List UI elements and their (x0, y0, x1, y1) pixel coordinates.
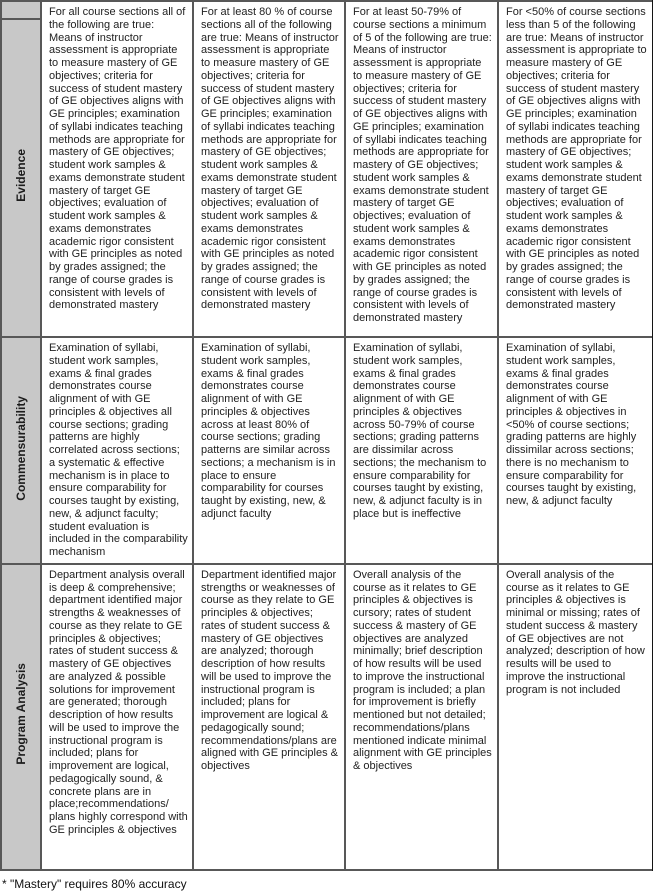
corner-cell (1, 1, 41, 19)
rubric-cell-evidence-1: For all course sections all of the following are true: Means of instructor assessment is appropriate to measure mastery of GE objectives; criteria for success of student mastery of GE objectives aligns with GE principles; examination of syllabi indicates teaching methods are appropriate for mastery of GE objectives; student work samples & exams demonstrate student mastery of target GE objectives; evaluation of student work samples & exams demonstrates academic rigor consistent with GE principles as noted by grades assigned; the range of course grades is consistent with levels of demonstrated mastery (41, 1, 193, 337)
row-header-program-analysis-label: Program Analysis (14, 663, 28, 766)
rubric-cell-evidence-3: For at least 50-79% of course sections a minimum of 5 of the following are true: Means of instructor assessment is appropriate to measure mastery of GE objectives; criteria for success of student mastery of GE objectives aligns with GE principles; examination of syllabi indicates teaching methods are appropriate for mastery of GE objectives; student work samples & exams demonstrate student mastery of target GE objectives; evaluation of student work samples & exams demonstrates academic rigor consistent with GE principles as noted by grades assigned; the range of course grades is consistent with levels of demonstrated mastery (345, 1, 498, 337)
row-header-evidence-label: Evidence (14, 149, 28, 202)
rubric-cell-evidence-4: For <50% of course sections less than 5 of the following are true: Means of instructor assessment is appropriate to measure mastery of GE objectives; criteria for success of student mastery of GE objectives aligns with GE principles; examination of syllabi indicates teaching methods are appropriate for mastery of GE objectives; student work samples & exams demonstrate student mastery of target GE objectives; evaluation of student work samples & exams demonstrates academic rigor consistent with GE principles as noted by grades assigned; the range of course grades is consistent with levels of demonstrated mastery (498, 1, 653, 337)
rubric-cell-commensurability-1: Examination of syllabi, student work samples, exams & final grades demonstrates course alignment of with GE principles & objectives all course sections; grading patterns are highly correlated across sections; a systematic & effective mechanism is in place to ensure comparability for courses taught by existing, new, & adjunct faculty; student evaluation is included in the comparability mechanism (41, 337, 193, 564)
rubric-row-evidence (1, 1, 653, 19)
row-header-commensurability (1, 337, 41, 564)
footnote: * "Mastery" requires 80% accuracy (2, 876, 187, 891)
rubric-cell-commensurability-3: Examination of syllabi, student work samples, exams & final grades demonstrates course alignment of with GE principles & objectives across 50-79% of course sections; grading patterns are dissimilar across sections; the mechanism to ensure comparability for courses taught by existing, new, & adjunct faculty is in place but is ineffective (345, 337, 498, 564)
rubric-cell-program-analysis-1: Department analysis overall is deep & comprehensive; department identified major strengths & weaknesses of course as they relate to GE principles & objectives; rates of student success & mastery of GE objectives are analyzed & possible solutions for improvement are generated; thorough description of how results will be used to improve the instructional program is included; plans for improvement are logical, pedagogically sound, & concrete plans are in place;recommendations/ plans highly correspond with GE principles & objectives (41, 564, 193, 870)
rubric-cell-program-analysis-2: Department identified major strengths or weaknesses of course as they relate to GE principles & objectives; rates of student success & mastery of GE objectives are analyzed; thorough description of how results will be used to improve the instructional program is included; plans for improvement are logical & pedagogically sound; recommendations/plans are aligned with GE principles & objectives (193, 564, 345, 870)
row-header-program-analysis (1, 564, 41, 870)
rubric-cell-evidence-2: For at least 80 % of course sections all of the following are true: Means of instructor assessment is appropriate to measure mastery of GE objectives; criteria for success of student mastery of GE objectives aligns with GE principles; examination of syllabi indicates teaching methods are appropriate for mastery of GE objectives; student work samples & exams demonstrate student mastery of target GE objectives; evaluation of student work samples & exams demonstrates academic rigor consistent with GE principles as noted by grades assigned; the range of course grades is consistent with levels of demonstrated mastery (193, 1, 345, 337)
row-header-evidence (1, 19, 41, 337)
row-header-commensurability-label: Commensurability (14, 395, 28, 501)
rubric-cell-program-analysis-4: Overall analysis of the course as it relates to GE principles & objectives is minimal or missing; rates of student success & mastery of GE objectives are not analyzed; description of how results will be used to improve the instructional program is not included (498, 564, 653, 870)
rubric-row-commensurability (1, 337, 653, 564)
rubric-row-program-analysis (1, 564, 653, 870)
rubric-cell-commensurability-4: Examination of syllabi, student work samples, exams & final grades demonstrates course alignment of with GE principles & objectives in <50% of course sections; grading patterns are highly dissimilar across sections; there is no mechanism to ensure comparability for courses taught by existing, new, & adjunct faculty (498, 337, 653, 564)
rubric-cell-program-analysis-3: Overall analysis of the course as it relates to GE principles & objectives is cursory; rates of student success & mastery of GE objectives are analyzed minimally; brief description of how results will be used to improve the instructional program is included; a plan for improvement is briefly mentioned but not detailed; recommendations/plans mentioned indicate minimal alignment with GE principles & objectives (345, 564, 498, 870)
rubric-cell-commensurability-2: Examination of syllabi, student work samples, exams & final grades demonstrates course alignment of with GE principles & objectives across at least 80% of course sections; grading patterns are similar across sections; a mechanism is in place to ensure comparability for courses taught by existing, new, & adjunct faculty (193, 337, 345, 564)
